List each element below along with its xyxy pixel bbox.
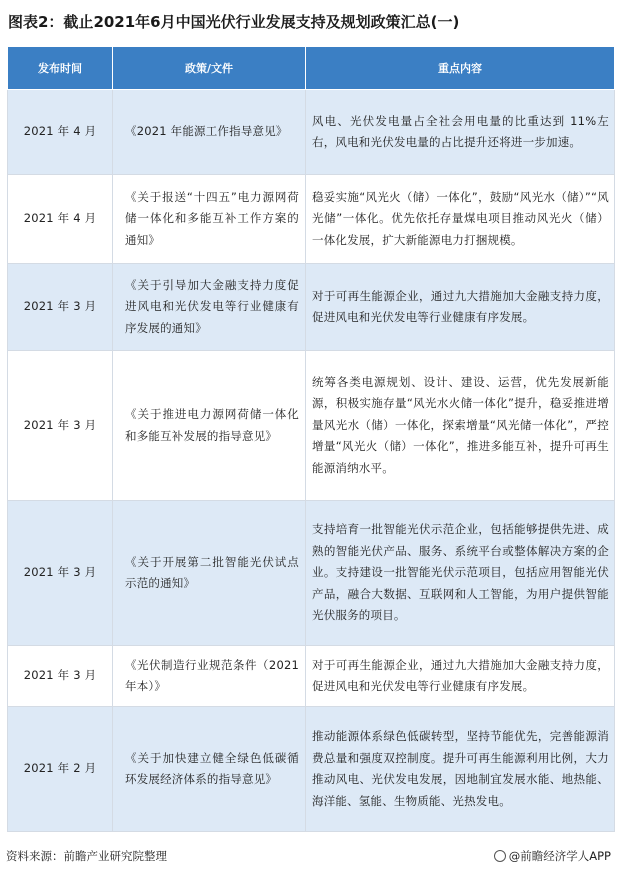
cell-date: 2021 年 2 月 [8,707,113,832]
cell-document: 《2021 年能源工作指导意见》 [113,90,306,175]
cell-key-content: 支持培育一批智能光伏示范企业，包括能够提供先进、成熟的智能光伏产品、服务、系统平台或整体解决方案的企业。支持建设一批智能光伏示范项目，包括应用智能光伏产品，融合大数据、互联网和人工智能，为用户提供智能光伏服务的项目。 [306,501,615,646]
brand-attribution [494,848,611,864]
brand-label: @前瞻经济学人APP [508,849,611,863]
table-row [8,646,615,707]
header-key-content: 重点内容 [306,47,615,90]
policy-table [7,46,615,832]
cell-document: 《关于引导加大金融支持力度促进风电和光伏发电等行业健康有序发展的通知》 [113,264,306,351]
table-row [8,175,615,264]
cell-key-content: 统筹各类电源规划、设计、建设、运营，优先发展新能源，积极实施存量“风光水火储一体化”提升，稳妥推进增量风光水（储）一体化，探索增量“风光储一体化”，严控增量“风光火（储）一体化”，推进多能互补，提升可再生能源消纳水平。 [306,351,615,501]
cell-date: 2021 年 3 月 [8,351,113,501]
cell-document: 《光伏制造行业规范条件（2021 年本）》 [113,646,306,707]
cell-date: 2021 年 3 月 [8,501,113,646]
cell-key-content: 风电、光伏发电量占全社会用电量的比重达到 11%左右，风电和光伏发电量的占比提升还将进一步加速。 [306,90,615,175]
table-row [8,501,615,646]
table-row [8,707,615,832]
brand-logo-icon [494,850,506,862]
cell-key-content: 稳妥实施“风光火（储）一体化”，鼓励“风光水（储）”“风光储”一体化。优先依托存量煤电项目推动风光火（储）一体化发展，扩大新能源电力打捆规模。 [306,175,615,264]
chart-title: 图表2：截止2021年6月中国光伏行业发展支持及规划政策汇总(一) [8,13,460,31]
cell-document: 《关于推进电力源网荷储一体化和多能互补发展的指导意见》 [113,351,306,501]
cell-date: 2021 年 3 月 [8,646,113,707]
cell-date: 2021 年 4 月 [8,90,113,175]
cell-key-content: 推动能源体系绿色低碳转型，坚持节能优先，完善能源消费总量和强度双控制度。提升可再生能源利用比例，大力推动风电、光伏发电发展，因地制宜发展水能、地热能、海洋能、氢能、生物质能、光热发电。 [306,707,615,832]
table-row [8,264,615,351]
header-date: 发布时间 [8,47,113,90]
source-note: 资料来源：前瞻产业研究院整理 [6,849,167,863]
table-row [8,351,615,501]
cell-document: 《关于开展第二批智能光伏试点示范的通知》 [113,501,306,646]
header-document: 政策/文件 [113,47,306,90]
table-row [8,90,615,175]
cell-key-content: 对于可再生能源企业，通过九大措施加大金融支持力度，促进风电和光伏发电等行业健康有序发展。 [306,264,615,351]
table-header-row [8,47,615,90]
cell-document: 《关于加快建立健全绿色低碳循环发展经济体系的指导意见》 [113,707,306,832]
cell-date: 2021 年 4 月 [8,175,113,264]
cell-document: 《关于报送“十四五”电力源网荷储一体化和多能互补工作方案的通知》 [113,175,306,264]
cell-date: 2021 年 3 月 [8,264,113,351]
cell-key-content: 对于可再生能源企业，通过九大措施加大金融支持力度，促进风电和光伏发电等行业健康有序发展。 [306,646,615,707]
